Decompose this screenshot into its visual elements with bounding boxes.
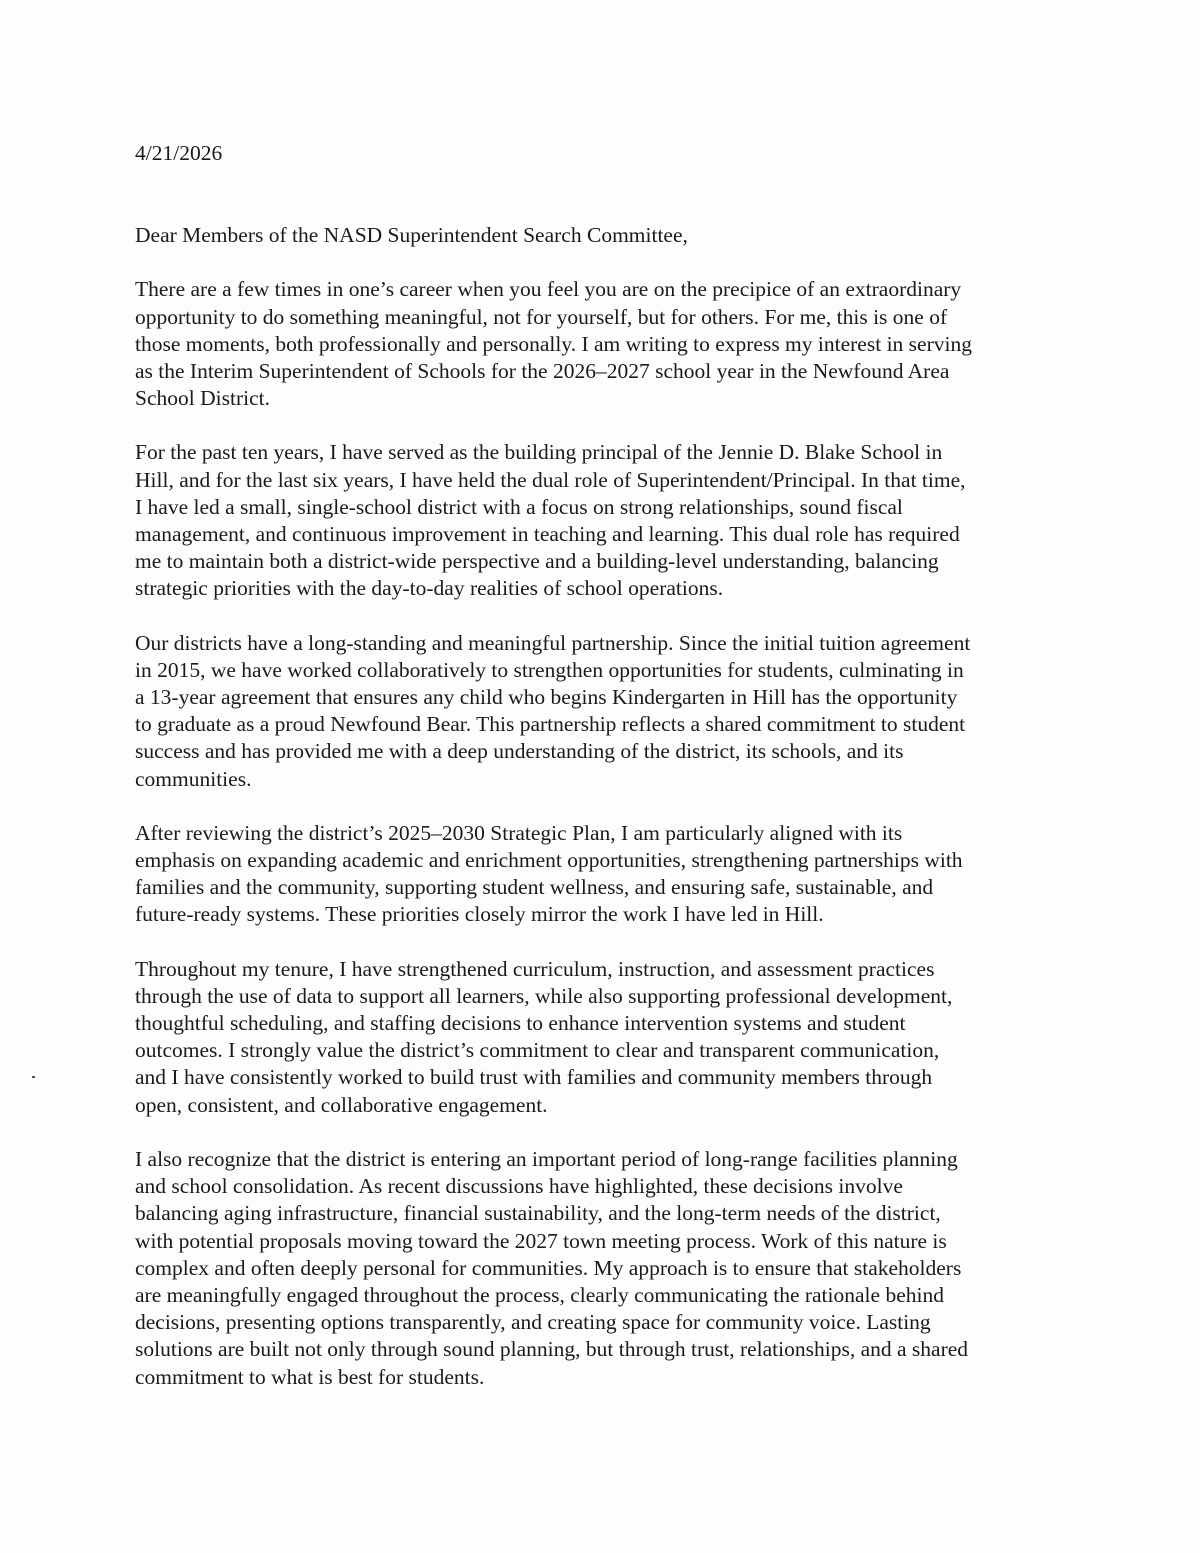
- letter-date: 4/21/2026: [135, 141, 223, 165]
- paragraph-line: a 13-year agreement that ensures any child who begins Kindergarten in Hill has the opportunity: [135, 685, 958, 710]
- paragraph-line: outcomes. I strongly value the district’s commitment to clear and transparent communication,: [135, 1038, 940, 1063]
- paragraph-line: through the use of data to support all learners, while also supporting professional development,: [135, 983, 953, 1008]
- letter-paragraph: [135, 1146, 1060, 1391]
- paragraph-line: in 2015, we have worked collaboratively to strengthen opportunities for students, culminating in: [135, 657, 964, 682]
- letter-paragraph: [135, 956, 1060, 1119]
- paragraph-line: Hill, and for the last six years, I have held the dual role of Superintendent/Principal. In that time,: [135, 467, 966, 492]
- letter-body: [135, 140, 1060, 1418]
- paragraph-line: and school consolidation. As recent discussions have highlighted, these decisions involve: [135, 1174, 903, 1199]
- paragraph-line: solutions are built not only through sound planning, but through trust, relationships, and a shared: [135, 1337, 969, 1362]
- paragraph-line: School District.: [135, 386, 270, 411]
- paragraph-line: those moments, both professionally and personally. I am writing to express my interest in serving: [135, 331, 972, 356]
- paragraph-line: families and the community, supporting student wellness, and ensuring safe, sustainable, and: [135, 875, 934, 900]
- letter-salutation: Dear Members of the NASD Superintendent Search Committee,: [135, 223, 688, 248]
- paragraph-line: Throughout my tenure, I have strengthened curriculum, instruction, and assessment practices: [135, 956, 935, 981]
- paragraph-line: communities.: [135, 766, 252, 791]
- paragraph-line: me to maintain both a district-wide perspective and a building-level understanding, balancing: [135, 549, 939, 574]
- paragraph-line: as the Interim Superintendent of Schools for the 2026–2027 school year in the Newfound Area: [135, 359, 950, 384]
- paragraph-line: balancing aging infrastructure, financial sustainability, and the long-term needs of the district,: [135, 1201, 941, 1226]
- paragraph-line: future-ready systems. These priorities closely mirror the work I have led in Hill.: [135, 902, 824, 927]
- paragraph-line: with potential proposals moving toward the 2027 town meeting process. Work of this nature is: [135, 1228, 947, 1253]
- letter-paragraphs: [135, 276, 1060, 1390]
- paragraph-line: management, and continuous improvement in teaching and learning. This dual role has required: [135, 522, 960, 547]
- paragraph-line: I also recognize that the district is entering an important period of long-range facilities planning: [135, 1146, 958, 1171]
- paragraph-line: to graduate as a proud Newfound Bear. This partnership reflects a shared commitment to student: [135, 712, 966, 737]
- paragraph-line: decisions, presenting options transparently, and creating space for community voice. Lasting: [135, 1310, 931, 1335]
- paragraph-line: success and has provided me with a deep understanding of the district, its schools, and its: [135, 739, 904, 764]
- paragraph-line: opportunity to do something meaningful, not for yourself, but for others. For me, this is one of: [135, 304, 948, 329]
- paragraph-line: complex and often deeply personal for communities. My approach is to ensure that stakeholders: [135, 1255, 962, 1280]
- paragraph-line: For the past ten years, I have served as the building principal of the Jennie D. Blake School in: [135, 440, 943, 465]
- letter-paragraph: [135, 439, 1060, 602]
- paragraph-line: commitment to what is best for students.: [135, 1364, 485, 1389]
- paragraph-line: open, consistent, and collaborative engagement.: [135, 1092, 548, 1117]
- paragraph-line: There are a few times in one’s career when you feel you are on the precipice of an extraordinary: [135, 277, 962, 302]
- letter-paragraph: [135, 820, 1060, 929]
- paragraph-line: are meaningfully engaged throughout the process, clearly communicating the rationale behind: [135, 1282, 944, 1307]
- letter-paragraph: [135, 276, 1060, 412]
- paragraph-line: strategic priorities with the day-to-day realities of school operations.: [135, 576, 724, 601]
- scan-speck: [32, 1076, 35, 1078]
- paragraph-line: After reviewing the district’s 2025–2030 Strategic Plan, I am particularly aligned with its: [135, 820, 903, 845]
- paragraph-line: emphasis on expanding academic and enrichment opportunities, strengthening partnerships with: [135, 848, 963, 873]
- paragraph-line: and I have consistently worked to build trust with families and community members through: [135, 1065, 933, 1090]
- paragraph-line: thoughtful scheduling, and staffing decisions to enhance intervention systems and student: [135, 1011, 906, 1036]
- paragraph-line: I have led a small, single-school district with a focus on strong relationships, sound fiscal: [135, 494, 903, 519]
- paragraph-line: Our districts have a long-standing and meaningful partnership. Since the initial tuition agreement: [135, 630, 971, 655]
- letter-paragraph: [135, 630, 1060, 793]
